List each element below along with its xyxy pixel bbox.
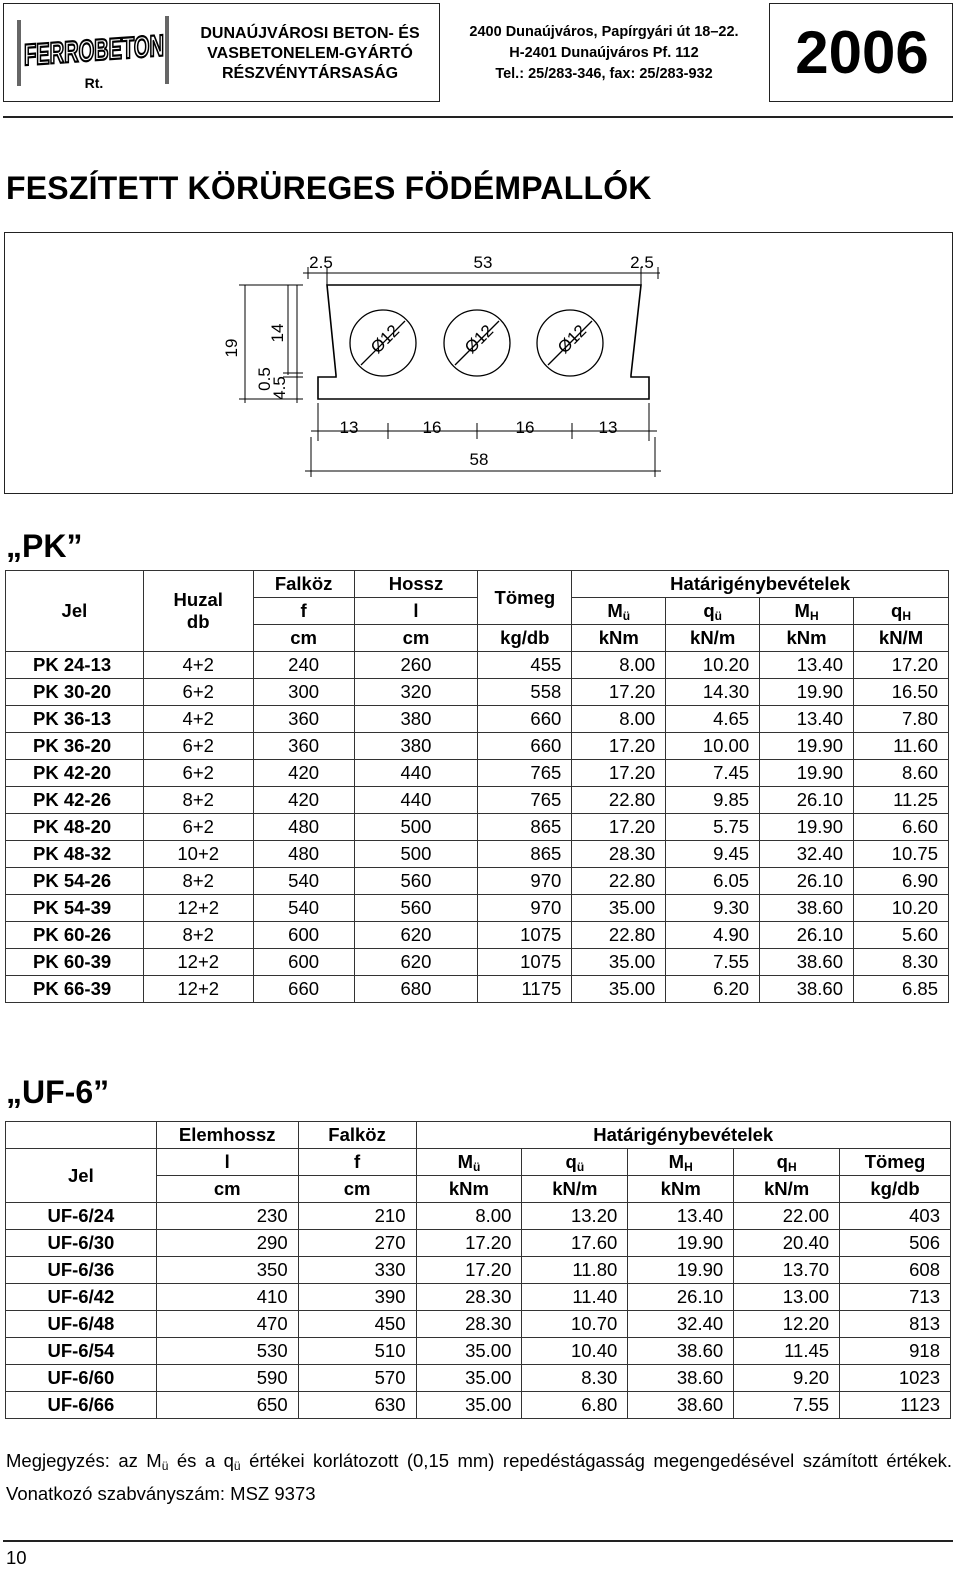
table-cell: 470 — [156, 1311, 298, 1338]
table-cell: 360 — [253, 733, 354, 760]
dim-top-middle: 53 — [473, 253, 493, 272]
table-cell: 17.20 — [572, 733, 666, 760]
table-cell: 230 — [156, 1203, 298, 1230]
footer-rule — [3, 1540, 953, 1542]
table-cell: 6.85 — [854, 976, 949, 1003]
table-cell: 19.90 — [760, 679, 854, 706]
uf-row-jel: UF-6/66 — [6, 1392, 157, 1419]
table-cell: 9.20 — [734, 1365, 840, 1392]
table-cell: 410 — [156, 1284, 298, 1311]
table-cell: 570 — [298, 1365, 416, 1392]
table-cell: 5.75 — [666, 814, 760, 841]
address-line-1: 2400 Dunaújváros, Papírgyári út 18–22. — [469, 24, 739, 40]
uf-row-jel: UF-6/42 — [6, 1284, 157, 1311]
table-cell: 38.60 — [760, 976, 854, 1003]
table-cell: 12.20 — [734, 1311, 840, 1338]
logo-rt: Rt. — [84, 75, 104, 91]
pk-row-jel: PK 42-20 — [6, 760, 144, 787]
table-cell: 765 — [478, 760, 572, 787]
pk-row-jel: PK 60-39 — [6, 949, 144, 976]
table-cell: 17.20 — [416, 1257, 522, 1284]
uf-row-jel: UF-6/60 — [6, 1365, 157, 1392]
table-row — [6, 922, 949, 949]
table-row — [6, 868, 949, 895]
uf-row-jel: UF-6/36 — [6, 1257, 157, 1284]
uf-unit-f: cm — [298, 1176, 416, 1203]
table-cell: 17.20 — [572, 679, 666, 706]
table-row — [6, 1284, 951, 1311]
uf-unit-l: cm — [156, 1176, 298, 1203]
pk-row-jel: PK 54-39 — [6, 895, 144, 922]
table-cell: 10.00 — [666, 733, 760, 760]
table-cell: 6+2 — [143, 679, 253, 706]
table-cell: 1075 — [478, 949, 572, 976]
table-row — [6, 949, 949, 976]
uf-header-jel: Jel — [6, 1149, 157, 1203]
table-cell: 765 — [478, 787, 572, 814]
table-cell: 1175 — [478, 976, 572, 1003]
table-cell: 9.30 — [666, 895, 760, 922]
pk-header-hatar: Határigénybevételek — [572, 571, 949, 598]
table-cell: 20.40 — [734, 1230, 840, 1257]
pk-header-l: l — [354, 598, 478, 625]
pk-row-jel: PK 24-13 — [6, 652, 144, 679]
table-cell: 10.75 — [854, 841, 949, 868]
header-rule — [3, 116, 953, 118]
pk-header-falkoz: Falköz — [253, 571, 354, 598]
table-row — [6, 1311, 951, 1338]
table-cell: 620 — [354, 949, 478, 976]
table-cell: 440 — [354, 760, 478, 787]
uf-unit-mu: kNm — [416, 1176, 522, 1203]
table-cell: 13.40 — [628, 1203, 734, 1230]
table-cell: 6.05 — [666, 868, 760, 895]
page-title: FESZÍTETT KÖRÜREGES FÖDÉMPALLÓK — [6, 170, 652, 206]
table-row — [6, 814, 949, 841]
company-name — [190, 24, 430, 84]
table-cell: 420 — [253, 787, 354, 814]
table-cell: 7.55 — [734, 1392, 840, 1419]
table-cell: 350 — [156, 1257, 298, 1284]
table-cell: 918 — [840, 1338, 951, 1365]
table-cell: 420 — [253, 760, 354, 787]
pk-row-jel: PK 66-39 — [6, 976, 144, 1003]
company-line-3: RÉSZVÉNYTÁRSASÁG — [221, 65, 399, 82]
table-cell: 35.00 — [572, 976, 666, 1003]
pk-row-jel: PK 30-20 — [6, 679, 144, 706]
table-cell: 28.30 — [572, 841, 666, 868]
table-cell: 17.20 — [854, 652, 949, 679]
uf-header-blank — [6, 1122, 157, 1149]
table-cell: 8+2 — [143, 787, 253, 814]
company-line-2: VASBETONELEM-GYÁRTÓ — [207, 45, 413, 62]
table-cell: 300 — [253, 679, 354, 706]
table-cell: 19.90 — [628, 1230, 734, 1257]
table-cell: 10.70 — [522, 1311, 628, 1338]
table-cell: 970 — [478, 895, 572, 922]
table-cell: 270 — [298, 1230, 416, 1257]
table-cell: 530 — [156, 1338, 298, 1365]
pk-row-jel: PK 60-26 — [6, 922, 144, 949]
footnote: Megjegyzés: az $M_ü$ és a $q_ü$ értékei korlátozott (0,15 mm) repedéstágasság megengedésével számított értékek. Vonatkozó szabványszám: MSZ 9373 — [6, 1450, 953, 1504]
address-line-3: Tel.: 25/283-346, fax: 25/283-932 — [495, 66, 713, 82]
hole-label-1: Ø12 — [367, 321, 404, 358]
table-cell: 10.20 — [666, 652, 760, 679]
uf-header-elemhossz: Elemhossz — [156, 1122, 298, 1149]
table-cell: 660 — [478, 733, 572, 760]
table-cell: 455 — [478, 652, 572, 679]
table-cell: 8.30 — [522, 1365, 628, 1392]
table-row — [6, 733, 949, 760]
table-cell: 7.80 — [854, 706, 949, 733]
pk-header-huzal-2: db — [186, 611, 210, 632]
table-cell: 17.20 — [572, 814, 666, 841]
table-cell: 6+2 — [143, 760, 253, 787]
table-cell: 650 — [156, 1392, 298, 1419]
table-cell: 970 — [478, 868, 572, 895]
table-cell: 4.65 — [666, 706, 760, 733]
table-row — [6, 706, 949, 733]
table-cell: 4+2 — [143, 652, 253, 679]
table-cell: 558 — [478, 679, 572, 706]
table-cell: 1123 — [840, 1392, 951, 1419]
uf-header-l: l — [156, 1149, 298, 1176]
uf-unit-tomeg: kg/db — [840, 1176, 951, 1203]
table-cell: 8.00 — [572, 706, 666, 733]
table-row — [6, 841, 949, 868]
table-cell: 11.25 — [854, 787, 949, 814]
pk-header-mu: $M_ü$ — [572, 598, 666, 625]
table-cell: 380 — [354, 706, 478, 733]
table-cell: 6+2 — [143, 814, 253, 841]
table-row — [6, 1338, 951, 1365]
table-cell: 38.60 — [628, 1338, 734, 1365]
table-cell: 22.80 — [572, 868, 666, 895]
table-cell: 630 — [298, 1392, 416, 1419]
table-cell: 506 — [840, 1230, 951, 1257]
pk-unit-mu: kNm — [572, 625, 666, 652]
page-number: 10 — [6, 1547, 27, 1568]
pk-header-f: f — [253, 598, 354, 625]
table-cell: 10+2 — [143, 841, 253, 868]
pk-row-jel: PK 48-32 — [6, 841, 144, 868]
table-cell: 8+2 — [143, 922, 253, 949]
dim-total-width: 58 — [469, 450, 489, 469]
table-cell: 500 — [354, 841, 478, 868]
table-cell: 865 — [478, 814, 572, 841]
table-cell: 4.90 — [666, 922, 760, 949]
table-cell: 12+2 — [143, 976, 253, 1003]
uf-unit-qh: kN/m — [734, 1176, 840, 1203]
table-cell: 450 — [298, 1311, 416, 1338]
table-cell: 480 — [253, 814, 354, 841]
dim-top-left: 2.5 — [309, 253, 333, 272]
table-row — [6, 760, 949, 787]
pk-section-title: „PK” — [6, 528, 83, 564]
table-cell: 320 — [354, 679, 478, 706]
table-cell: 19.90 — [760, 814, 854, 841]
pk-header-huzal-1: Huzal — [173, 589, 223, 610]
table-cell: 32.40 — [628, 1311, 734, 1338]
table-cell: 1075 — [478, 922, 572, 949]
table-cell: 540 — [253, 895, 354, 922]
table-cell: 9.85 — [666, 787, 760, 814]
table-cell: 8+2 — [143, 868, 253, 895]
table-cell: 12+2 — [143, 895, 253, 922]
table-cell: 19.90 — [628, 1257, 734, 1284]
uf-section-title: „UF-6” — [6, 1074, 110, 1110]
uf-header-mh: $M_H$ — [628, 1149, 734, 1176]
dim-bottom-1: 13 — [339, 418, 359, 437]
table-row — [6, 1257, 951, 1284]
uf-header-falkoz: Falköz — [298, 1122, 416, 1149]
uf-header-mu: $M_ü$ — [416, 1149, 522, 1176]
table-cell: 13.40 — [760, 706, 854, 733]
table-cell: 360 — [253, 706, 354, 733]
table-cell: 38.60 — [760, 895, 854, 922]
uf-row-jel: UF-6/24 — [6, 1203, 157, 1230]
table-cell: 240 — [253, 652, 354, 679]
table-cell: 22.00 — [734, 1203, 840, 1230]
year-box — [769, 3, 953, 102]
table-cell: 12+2 — [143, 949, 253, 976]
dim-bottom-3: 16 — [515, 418, 535, 437]
table-cell: 38.60 — [760, 949, 854, 976]
uf-header-hatar: Határigénybevételek — [416, 1122, 951, 1149]
table-cell: 290 — [156, 1230, 298, 1257]
dim-bottom-2: 16 — [422, 418, 442, 437]
pk-unit-mh: kNm — [760, 625, 854, 652]
dim-height-total: 19 — [222, 338, 241, 358]
uf-row-jel: UF-6/54 — [6, 1338, 157, 1365]
table-cell: 6.20 — [666, 976, 760, 1003]
table-cell: 19.90 — [760, 733, 854, 760]
cross-section-drawing-box — [4, 232, 953, 494]
table-cell: 13.70 — [734, 1257, 840, 1284]
table-cell: 11.40 — [522, 1284, 628, 1311]
table-cell: 38.60 — [628, 1392, 734, 1419]
pk-table — [5, 570, 949, 1003]
table-cell: 8.30 — [854, 949, 949, 976]
dim-height-web: 14 — [268, 323, 287, 343]
table-cell: 510 — [298, 1338, 416, 1365]
dim-height-step: 0.5 — [255, 367, 274, 391]
uf-unit-qu: kN/m — [522, 1176, 628, 1203]
catalog-year: 2006 — [795, 19, 929, 86]
table-cell: 28.30 — [416, 1311, 522, 1338]
table-cell: 26.10 — [760, 787, 854, 814]
table-cell: 6+2 — [143, 733, 253, 760]
pk-header-tomeg: Tömeg — [478, 571, 572, 625]
pk-unit-qh: kN/M — [854, 625, 949, 652]
table-cell: 28.30 — [416, 1284, 522, 1311]
pk-header-huzal — [143, 571, 253, 652]
pk-row-jel: PK 42-26 — [6, 787, 144, 814]
table-cell: 6.60 — [854, 814, 949, 841]
uf-header-f: f — [298, 1149, 416, 1176]
table-cell: 10.20 — [854, 895, 949, 922]
pk-header-jel: Jel — [6, 571, 144, 652]
cross-section-drawing — [5, 233, 952, 493]
table-row — [6, 895, 949, 922]
table-cell: 35.00 — [572, 949, 666, 976]
table-cell: 500 — [354, 814, 478, 841]
table-cell: 600 — [253, 949, 354, 976]
table-row — [6, 652, 949, 679]
table-row — [6, 679, 949, 706]
table-cell: 380 — [354, 733, 478, 760]
table-cell: 17.60 — [522, 1230, 628, 1257]
table-cell: 713 — [840, 1284, 951, 1311]
table-cell: 660 — [478, 706, 572, 733]
hole-label-3: Ø12 — [554, 321, 591, 358]
pk-row-jel: PK 36-13 — [6, 706, 144, 733]
table-cell: 17.20 — [572, 760, 666, 787]
pk-header-qu: $q_ü$ — [666, 598, 760, 625]
pk-row-jel: PK 54-26 — [6, 868, 144, 895]
table-cell: 660 — [253, 976, 354, 1003]
pk-row-jel: PK 48-20 — [6, 814, 144, 841]
table-cell: 8.00 — [416, 1203, 522, 1230]
pk-row-jel: PK 36-20 — [6, 733, 144, 760]
header-company-box — [3, 3, 440, 102]
table-cell: 865 — [478, 841, 572, 868]
table-cell: 600 — [253, 922, 354, 949]
table-cell: 8.60 — [854, 760, 949, 787]
table-cell: 22.80 — [572, 787, 666, 814]
table-cell: 26.10 — [760, 922, 854, 949]
table-cell: 11.45 — [734, 1338, 840, 1365]
address-line-2: H-2401 Dunaújváros Pf. 112 — [509, 45, 699, 61]
table-cell: 590 — [156, 1365, 298, 1392]
pk-header-mh: $M_H$ — [760, 598, 854, 625]
table-cell: 13.40 — [760, 652, 854, 679]
table-cell: 7.45 — [666, 760, 760, 787]
uf-unit-mh: kNm — [628, 1176, 734, 1203]
logo-wordmark: FERROBETON — [23, 24, 234, 73]
table-cell: 390 — [298, 1284, 416, 1311]
table-cell: 19.90 — [760, 760, 854, 787]
table-cell: 330 — [298, 1257, 416, 1284]
table-cell: 16.50 — [854, 679, 949, 706]
pk-header-qh: $q_H$ — [854, 598, 949, 625]
table-row — [6, 787, 949, 814]
table-cell: 26.10 — [628, 1284, 734, 1311]
table-cell: 403 — [840, 1203, 951, 1230]
dim-height-flange: 4.5 — [270, 376, 289, 400]
table-cell: 560 — [354, 868, 478, 895]
table-cell: 38.60 — [628, 1365, 734, 1392]
table-row — [6, 1392, 951, 1419]
table-cell: 35.00 — [416, 1365, 522, 1392]
table-cell: 680 — [354, 976, 478, 1003]
table-cell: 22.80 — [572, 922, 666, 949]
table-row — [6, 976, 949, 1003]
table-cell: 8.00 — [572, 652, 666, 679]
table-cell: 9.45 — [666, 841, 760, 868]
uf-table-body — [6, 1203, 951, 1419]
table-cell: 13.00 — [734, 1284, 840, 1311]
table-cell: 10.40 — [522, 1338, 628, 1365]
table-cell: 6.90 — [854, 868, 949, 895]
ferrobeton-logo — [14, 14, 234, 92]
pk-unit-tomeg: kg/db — [478, 625, 572, 652]
pk-unit-f: cm — [253, 625, 354, 652]
table-cell: 13.20 — [522, 1203, 628, 1230]
uf-row-jel: UF-6/30 — [6, 1230, 157, 1257]
table-cell: 35.00 — [572, 895, 666, 922]
table-cell: 32.40 — [760, 841, 854, 868]
table-cell: 35.00 — [416, 1338, 522, 1365]
table-cell: 1023 — [840, 1365, 951, 1392]
table-cell: 14.30 — [666, 679, 760, 706]
uf-header-qu: $q_ü$ — [522, 1149, 628, 1176]
table-cell: 6.80 — [522, 1392, 628, 1419]
table-row — [6, 1203, 951, 1230]
table-cell: 260 — [354, 652, 478, 679]
table-cell: 440 — [354, 787, 478, 814]
pk-header-hossz: Hossz — [354, 571, 478, 598]
table-row — [6, 1365, 951, 1392]
uf-header-qh: $q_H$ — [734, 1149, 840, 1176]
table-cell: 11.80 — [522, 1257, 628, 1284]
uf-table — [5, 1121, 951, 1419]
company-address — [448, 22, 760, 85]
table-cell: 560 — [354, 895, 478, 922]
pk-unit-qu: kN/m — [666, 625, 760, 652]
pk-table-body — [6, 652, 949, 1003]
table-cell: 7.55 — [666, 949, 760, 976]
company-line-1: DUNAÚJVÁROSI BETON- ÉS — [200, 25, 420, 42]
dim-bottom-4: 13 — [598, 418, 618, 437]
table-cell: 813 — [840, 1311, 951, 1338]
table-row — [6, 1230, 951, 1257]
table-cell: 210 — [298, 1203, 416, 1230]
table-cell: 4+2 — [143, 706, 253, 733]
table-cell: 17.20 — [416, 1230, 522, 1257]
table-cell: 540 — [253, 868, 354, 895]
table-cell: 11.60 — [854, 733, 949, 760]
table-cell: 608 — [840, 1257, 951, 1284]
hole-label-2: Ø12 — [461, 321, 498, 358]
table-cell: 5.60 — [854, 922, 949, 949]
dim-top-right: 2.5 — [630, 253, 654, 272]
table-cell: 480 — [253, 841, 354, 868]
table-cell: 26.10 — [760, 868, 854, 895]
table-cell: 620 — [354, 922, 478, 949]
table-cell: 35.00 — [416, 1392, 522, 1419]
uf-row-jel: UF-6/48 — [6, 1311, 157, 1338]
pk-unit-l: cm — [354, 625, 478, 652]
uf-header-tomeg: Tömeg — [840, 1149, 951, 1176]
